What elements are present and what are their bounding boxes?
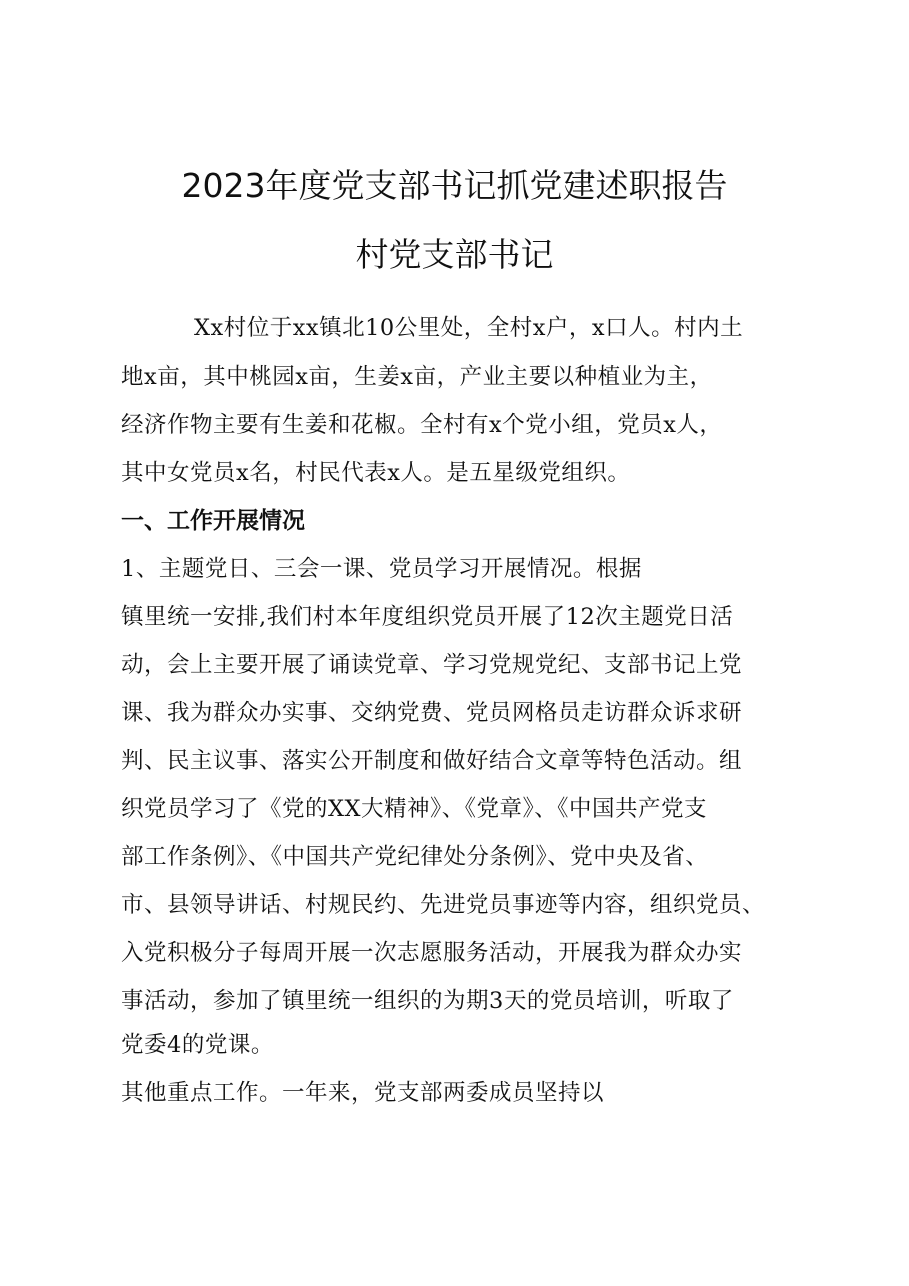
- item-line-11: 党委4的党课。: [121, 1032, 274, 1058]
- item-line-8: 市、县领导讲话、村规民约、先进党员事迹等内容，组织党员、: [121, 892, 766, 918]
- item-line-3: 动，会上主要开展了诵读党章、学习党规党纪、支部书记上党: [121, 652, 743, 678]
- document-subtitle: 村党支部书记: [355, 235, 554, 274]
- intro-line-4: 其中女党员x名，村民代表x人。是五星级党组织。: [121, 460, 631, 486]
- item-line-7: 部工作条例》、《中国共产党纪律处分条例》、党中央及省、: [121, 844, 709, 870]
- item-line-4: 课、我为群众办实事、交纳党费、党员网格员走访群众诉求研: [121, 700, 743, 726]
- intro-line-1: Xx村位于xx镇北10公里处，全村x户，x口人。村内土: [194, 315, 744, 341]
- item-line-10: 事活动，参加了镇里统一组织的为期3天的党员培训，听取了: [121, 988, 734, 1014]
- item-line-6: 织党员学习了《党的XX大精神》、《党章》、《中国共产党支: [121, 796, 708, 822]
- other-work-line: 其他重点工作。一年来，党支部两委成员坚持以: [121, 1080, 605, 1106]
- section-heading: 一、工作开展情况: [121, 508, 305, 534]
- item-line-2: 镇里统一安排,我们村本年度组织党员开展了12次主题党日活: [121, 604, 734, 630]
- item-line-1: 1、主题党日、三会一课、党员学习开展情况。根据: [121, 556, 642, 582]
- intro-line-3: 经济作物主要有生姜和花椒。全村有x个党小组，党员x人，: [121, 412, 723, 438]
- item-line-9: 入党积极分子每周开展一次志愿服务活动，开展我为群众办实: [121, 940, 743, 966]
- item-line-5: 判、民主议事、落实公开制度和做好结合文章等特色活动。组: [121, 748, 743, 774]
- intro-line-2: 地x亩，其中桃园x亩，生姜x亩，产业主要以种植业为主，: [121, 364, 713, 390]
- document-title: 2023年度党支部书记抓党建述职报告: [181, 166, 728, 205]
